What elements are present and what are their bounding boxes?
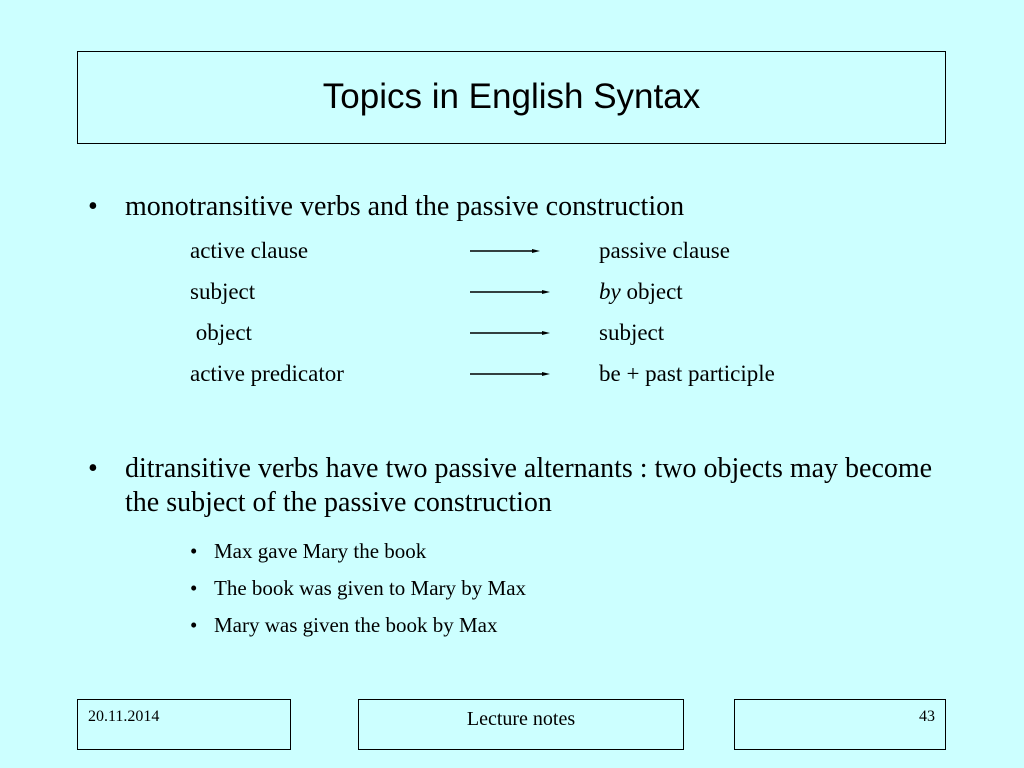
sub-bullet-marker: • — [190, 539, 198, 563]
example-text: Mary was given the book by Max — [214, 613, 498, 637]
right-arrow-icon — [470, 249, 540, 253]
footer-date — [77, 699, 291, 750]
bullet-marker-2: • — [88, 453, 98, 484]
mapping-row — [0, 320, 1024, 346]
mapping-right-text: object — [620, 279, 683, 304]
footer-page-number — [734, 699, 946, 750]
mapping-right-text: subject — [599, 320, 665, 345]
mapping-right-emphasis: by — [599, 279, 621, 304]
mapping-row — [0, 361, 1024, 387]
sub-bullet-marker: • — [190, 576, 198, 600]
example-text: The book was given to Mary by Max — [214, 576, 527, 600]
example-item — [190, 612, 497, 638]
sub-bullet-marker: • — [190, 613, 198, 637]
mapping-right — [599, 279, 683, 305]
bullet-marker-1: • — [88, 191, 98, 222]
mapping-left: active predicator — [190, 361, 344, 386]
mapping-left: subject — [190, 279, 256, 304]
mapping-row — [0, 279, 1024, 305]
footer-date-text: 20.11.2014 — [88, 708, 160, 725]
right-arrow-icon — [470, 290, 550, 294]
mapping-right — [599, 238, 730, 264]
mapping-row — [0, 238, 1024, 264]
mapping-right — [599, 320, 664, 346]
bullet-heading-ditransitive: ditransitive verbs have two passive alternants : two objects may become the subject of the passive construction — [125, 453, 933, 518]
footer-center — [358, 699, 684, 750]
example-text: Max gave Mary the book — [214, 539, 427, 563]
mapping-left: object — [190, 320, 252, 345]
right-arrow-icon — [470, 372, 550, 376]
slide-title: Topics in English Syntax — [322, 77, 701, 116]
example-item — [190, 538, 426, 564]
mapping-right-text: be + past participle — [599, 361, 775, 386]
mapping-right-text: passive clause — [599, 238, 730, 263]
mapping-right — [599, 361, 775, 387]
example-item — [190, 575, 526, 601]
bullet-heading-monotransitive: monotransitive verbs and the passive construction — [125, 191, 685, 222]
right-arrow-icon — [470, 331, 550, 335]
footer-center-text: Lecture notes — [466, 708, 576, 730]
title-box — [77, 51, 946, 144]
footer-page-text: 43 — [919, 708, 935, 725]
mapping-left: active clause — [190, 238, 309, 263]
